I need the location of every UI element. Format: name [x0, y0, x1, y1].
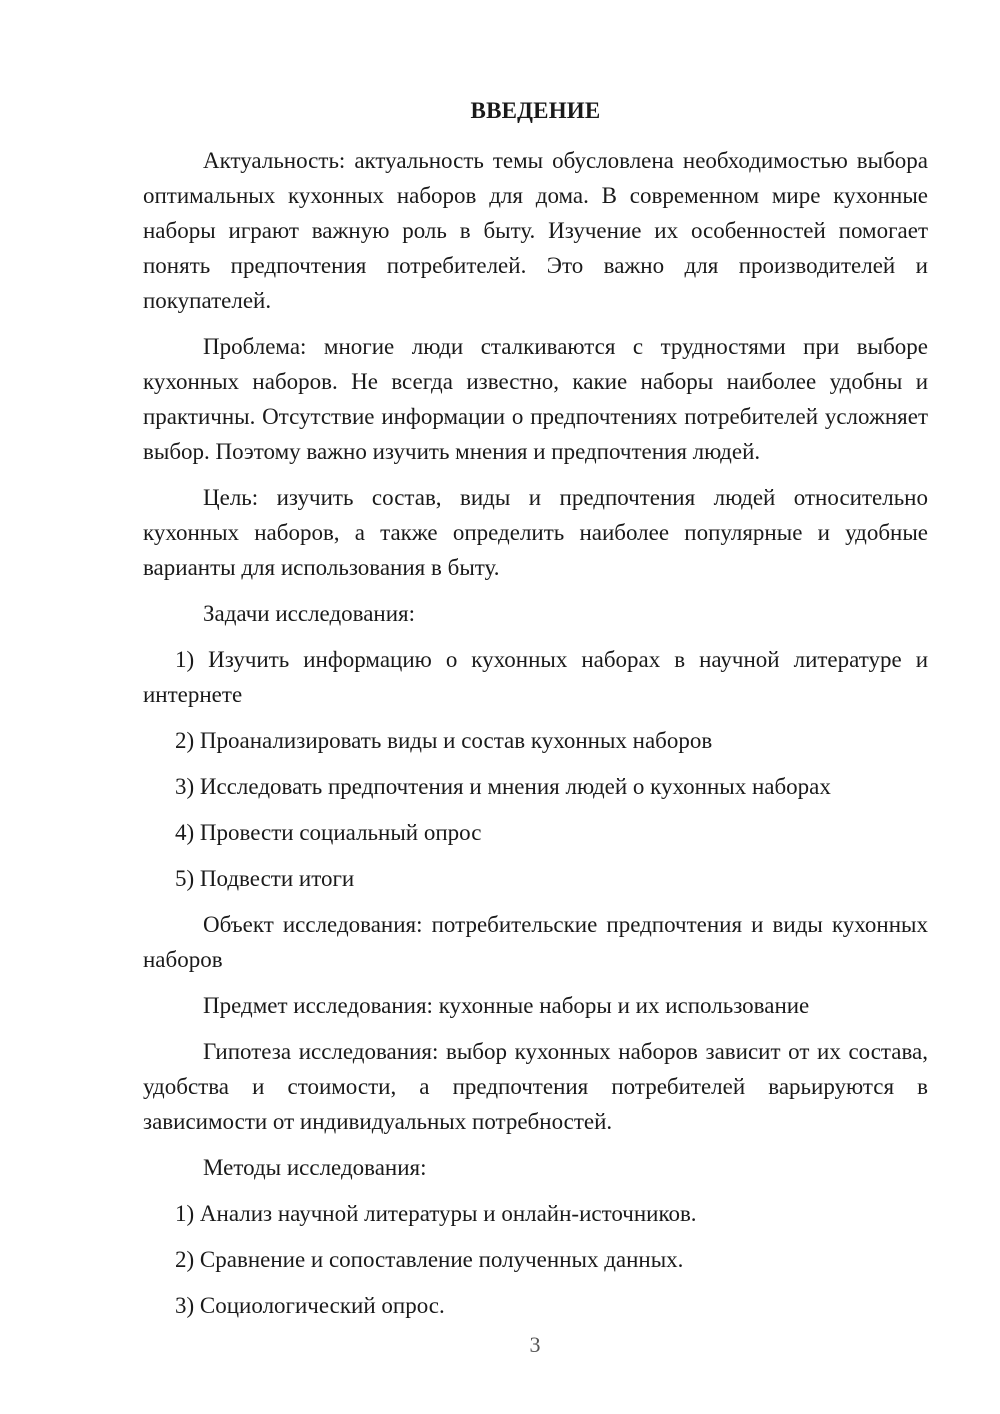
page-title: ВВЕДЕНИЕ: [470, 98, 601, 123]
paragraph-goal: Цель: изучить состав, виды и предпочтения людей относительно кухонных наборов, а также определить наиболее популярные и удобные варианты для использования в быту.: [143, 485, 928, 580]
page-number: 3: [529, 1332, 541, 1357]
task-item: 4) Провести социальный опрос: [175, 820, 482, 845]
paragraph-subject: Предмет исследования: кухонные наборы и их использование: [203, 993, 810, 1018]
method-item: 1) Анализ научной литературы и онлайн-источников.: [175, 1201, 697, 1226]
method-item: 3) Социологический опрос.: [175, 1293, 445, 1318]
paragraph-object: Объект исследования: потребительские предпочтения и виды кухонных наборов: [143, 912, 928, 972]
tasks-heading: Задачи исследования:: [203, 601, 416, 626]
paragraph-problem: Проблема: многие люди сталкиваются с трудностями при выборе кухонных наборов. Не всегда известно, какие наборы наиболее удобны и практичны. Отсутствие информации о предпочтениях потребителей усложняет выбор. Поэтому важно изучить мнения и предпочтения людей.: [143, 334, 928, 464]
task-item: 5) Подвести итоги: [175, 866, 355, 891]
task-item: 2) Проанализировать виды и состав кухонных наборов: [175, 728, 713, 753]
paragraph-hypothesis: Гипотеза исследования: выбор кухонных наборов зависит от их состава, удобства и стоимости, а предпочтения потребителей варьируются в зависимости от индивидуальных потребностей.: [143, 1039, 928, 1134]
task-item: 1) Изучить информацию о кухонных наборах в научной литературе и интернете: [143, 647, 928, 707]
document-body: [143, 143, 928, 1334]
task-item: 3) Исследовать предпочтения и мнения людей о кухонных наборах: [175, 774, 831, 799]
paragraph-relevance: Актуальность: актуальность темы обусловлена необходимостью выбора оптимальных кухонных наборов для дома. В современном мире кухонные наборы играют важную роль в быту. Изучение их особенностей помогает понять предпочтения потребителей. Это важно для производителей и покупателей.: [143, 148, 928, 313]
method-item: 2) Сравнение и сопоставление полученных данных.: [175, 1247, 684, 1272]
methods-heading: Методы исследования:: [203, 1155, 427, 1180]
